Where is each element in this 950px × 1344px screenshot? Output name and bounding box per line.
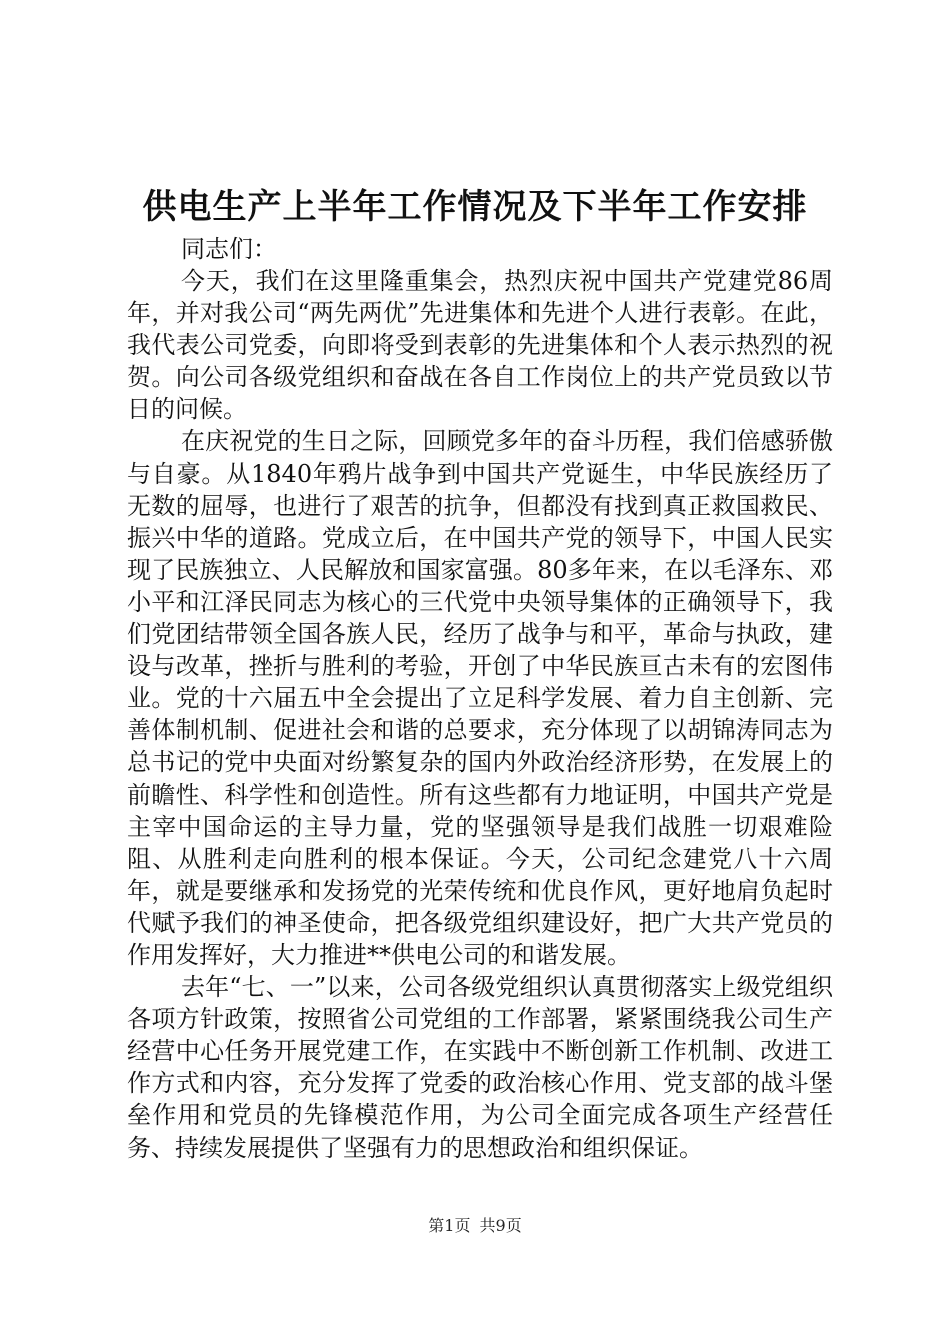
- page-total: 共9页: [479, 1216, 522, 1235]
- paragraph-2: 在庆祝党的生日之际，回顾党多年的奋斗历程，我们倍感骄傲与自豪。从1840年鸦片战争到中国共产党诞生，中华民族经历了无数的屈辱，也进行了艰苦的抗争，但都没有找到真正救国救民、振兴中华的道路。党成立后，在中国共产党的领导下，中国人民实现了民族独立、人民解放和国家富强。80多年来，在以毛泽东、邓小平和江泽民同志为核心的三代党中央领导集体的正确领导下，我们党团结带领全国各族人民，经历了战争与和平，革命与执政，建设与改革，挫折与胜利的考验，开创了中华民族亘古未有的宏图伟业。党的十六届五中全会提出了立足科学发展、着力自主创新、完善体制机制、促进社会和谐的总要求，充分体现了以胡锦涛同志为总书记的党中央面对纷繁复杂的国内外政治经济形势，在发展上的前瞻性、科学性和创造性。所有这些都有力地证明，中国共产党是主宰中国命运的主导力量，党的坚强领导是我们战胜一切艰难险阻、从胜利走向胜利的根本保证。今天，公司纪念建党八十六周年，就是要继承和发扬党的光荣传统和优良作风，更好地肩负起时代赋予我们的神圣使命，把各级党组织建设好，把广大共产党员的作用发挥好，大力推进**供电公司的和谐发展。: [127, 427, 833, 969]
- document-title: 供电生产上半年工作情况及下半年工作安排: [142, 187, 808, 227]
- paragraph-3: 去年“七、一”以来，公司各级党组织认真贯彻落实上级党组织各项方针政策，按照省公司党组的工作部署，紧紧围绕我公司生产经营中心任务开展党建工作，在实践中不断创新工作机制、改进工作方式和内容，充分发挥了党委的政治核心作用、党支部的战斗堡垒作用和党员的先锋模范作用，为公司全面完成各项生产经营任务、持续发展提供了坚强有力的思想政治和组织保证。: [127, 973, 833, 1162]
- page-number: 第1页: [428, 1216, 471, 1235]
- document-body: [127, 233, 833, 1164]
- page-footer: [0, 1214, 950, 1238]
- paragraph-1: 今天，我们在这里隆重集会，热烈庆祝中国共产党建党86周年，并对我公司“两先两优”先进集体和先进个人进行表彰。在此，我代表公司党委，向即将受到表彰的先进集体和个人表示热烈的祝贺。向公司各级党组织和奋战在各自工作岗位上的共产党员致以节日的问候。: [127, 267, 833, 424]
- greeting: 同志们：: [181, 235, 277, 263]
